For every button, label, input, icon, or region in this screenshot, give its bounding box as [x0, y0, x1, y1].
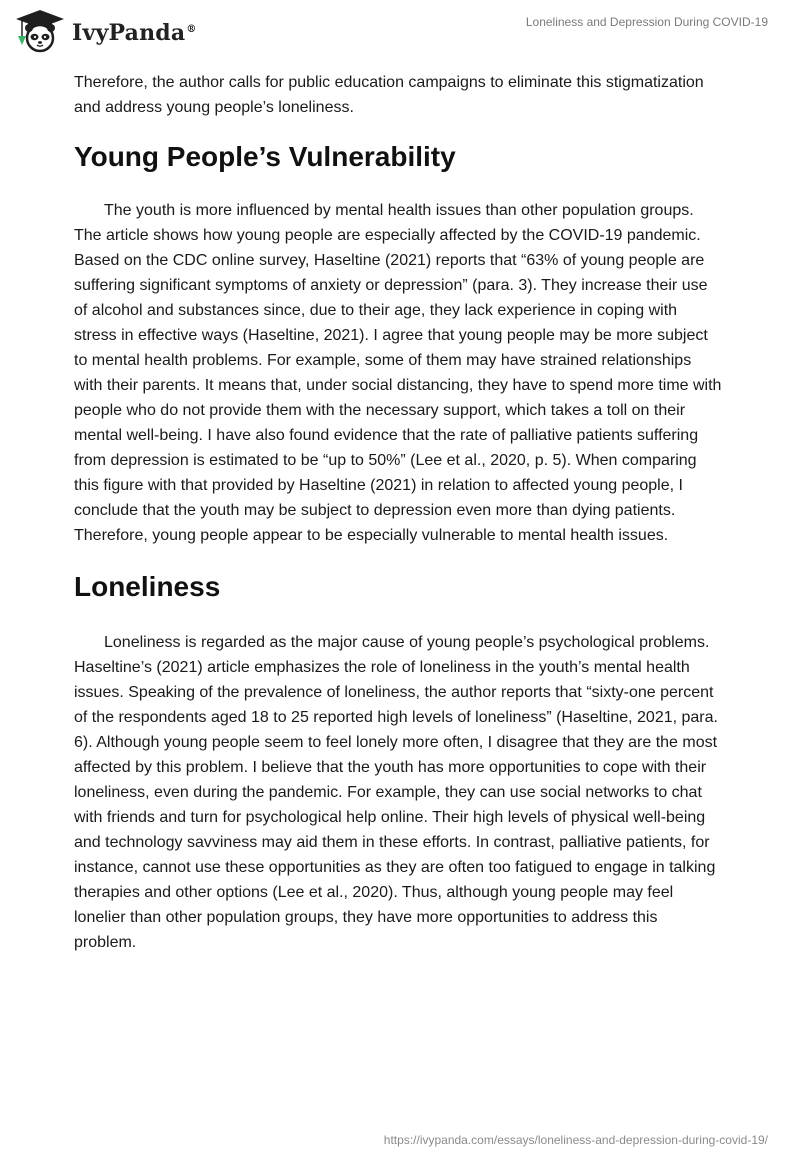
brand-logo[interactable]	[14, 8, 197, 54]
page-header	[0, 0, 800, 70]
section-paragraph-vulnerability: The youth is more influenced by mental health issues than other population groups. The article shows how young people are especially affected by the COVID-19 pandemic. Based on the CDC online survey, Haseltine (2021) reports that “63% of young people are suffering significant symptoms of anxiety or depression” (para. 3). They increase their use of alcohol and substances since, due to their age, they lack experience in coping with stress in effective ways (Haseltine, 2021). I agree that young people may be more subject to mental health problems. For example, some of them may have strained relationships with their parents. It means that, under social distancing, they have to spend more time with people who do not provide them with the necessary support, which takes a toll on their mental well-being. I have also found evidence that the rate of palliative patients suffering from depression is estimated to be “up to 50%” (Lee et al., 2020, p. 5). When comparing this figure with that provided by Haseltine (2021) in relation to affected young people, I conclude that the youth may be subject to depression even more than dying patients. Therefore, young people appear to be especially vulnerable to mental health issues.	[74, 202, 722, 544]
essay-body	[74, 70, 724, 955]
source-url-link[interactable]: https://ivypanda.com/essays/loneliness-and-depression-during-covid-19/	[383, 1133, 768, 1147]
section-paragraph-loneliness: Loneliness is regarded as the major cause of young people’s psychological problems. Haseltine’s (2021) article emphasizes the role of loneliness in the youth’s mental health issues. Speaking of the prevalence of loneliness, the author reports that “sixty-one percent of the respondents aged 18 to 25 reported high levels of loneliness” (Haseltine, 2021, para. 6). Although young people seem to feel lonely more often, I disagree that they are the most affected by this problem. I believe that the youth has more opportunities to cope with their loneliness, even during the pandemic. For example, they can use social networks to chat with friends and turn for psychological help online. Their high levels of physical well-being and technology savviness may aid them in these efforts. In contrast, palliative patients, for instance, cannot use these opportunities as they are often too fatigued to engage in talking therapies and other options (Lee et al., 2020). Thus, although young people may feel lonelier than other population groups, they have more opportunities to address this problem.	[74, 634, 718, 951]
brand-name: IvyPanda®	[72, 20, 197, 46]
document-title: Loneliness and Depression During COVID-19	[525, 15, 768, 29]
section-heading-vulnerability: Young People’s Vulnerability	[74, 141, 456, 172]
intro-paragraph: Therefore, the author calls for public education campaigns to eliminate this stigmatization and address young people’s loneliness.	[74, 74, 704, 116]
section-heading-loneliness: Loneliness	[74, 571, 221, 602]
panda-graduate-icon	[14, 8, 66, 54]
registered-mark: ®	[186, 23, 197, 35]
